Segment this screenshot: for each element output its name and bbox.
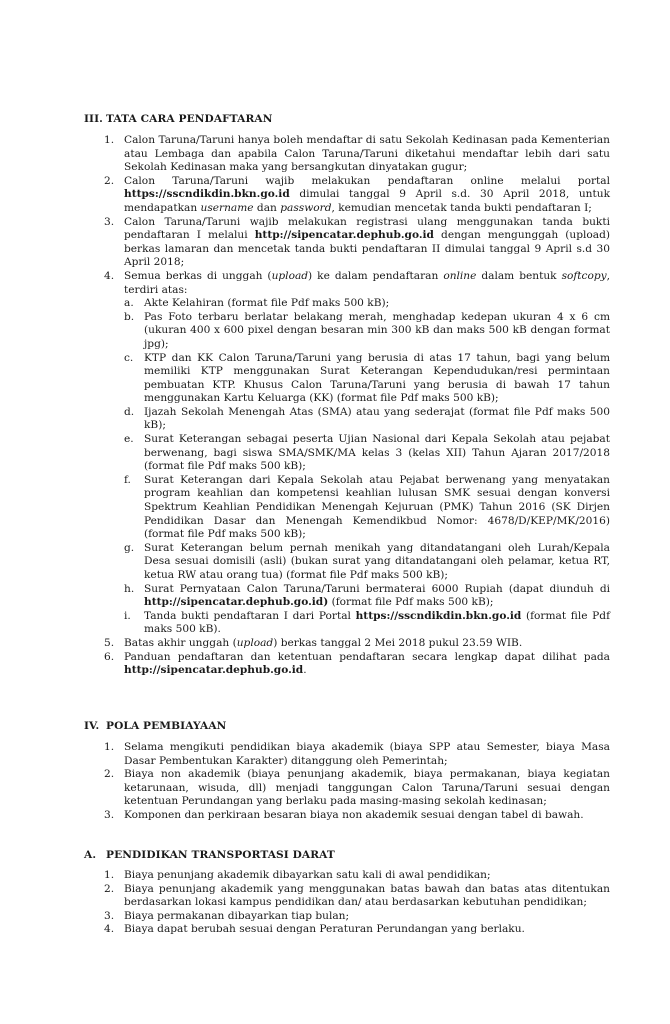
section-heading-a [84,849,335,863]
item-number: 1. [104,134,115,146]
sub-list-item [124,352,610,406]
item-text: Biaya penunjang akademik dibayarkan satu kali di awal pendidikan; [124,869,491,881]
sub-item-letter: f. [124,473,131,486]
sub-list-item [124,406,610,433]
portal-link[interactable]: https://sscndikdin.bkn.go.id [355,609,522,622]
item-number: 2. [104,768,115,781]
sub-item-text: Surat Keterangan dari Kepala Sekolah atau Pejabat berwenang yang menyatakan program keahlian dan kompetensi keahlian lulusan SMK sesuai dengan konversi Spektrum Keahlian Pendidikan Menengah Kejuruan (PMK) Tahun 2016 (SK Dirjen Pendidikan Dasar dan Menengah Kemendikbud Nomor: 4678/D/KEP/MK/2016) (format file Pdf maks 500 kB); [144,473,610,541]
sipencatar-link[interactable]: http://sipencatar.dephub.go.id [254,229,434,242]
list-item [104,768,610,809]
list-item [104,883,610,910]
list-item [104,741,610,768]
sub-item-letter: b. [124,310,135,323]
item-number: 4. [104,269,115,282]
item-number: 3. [104,909,115,922]
item-text: Biaya non akademik (biaya penunjang akademik, biaya permakanan, biaya kegiatan ketarunaan, wisuda, dll) menjadi tanggungan Calon Taruna/Taruni sesuai dengan ketentuan Perundangan yang berlaku pada masing-masing sekolah kedinasan; [124,768,610,808]
item-text: Komponen dan perkiraan besaran biaya non akademik sesuai dengan tabel di bawah. [124,808,584,821]
item-text: Biaya dapat berubah sesuai dengan Peraturan Perundangan yang berlaku. [124,923,525,936]
item-number: 5. [104,636,115,649]
transport-education-list [104,869,610,937]
item-number: 6. [104,650,115,663]
section-number: III. [84,113,103,125]
section-number: IV. [84,720,100,732]
item-number: 3. [104,808,115,821]
list-item [104,651,610,678]
section-title: PENDIDIKAN TRANSPORTASI DARAT [106,849,335,861]
sub-list-item [124,583,610,610]
sub-item-text: Akte Kelahiran (format file Pdf maks 500 kB); [144,297,390,310]
list-item [104,910,610,924]
registration-list [104,134,610,678]
sub-item-text: Ijazah Sekolah Menengah Atas (SMA) atau yang sederajat (format file Pdf maks 500 kB); [144,405,610,432]
item-number: 3. [104,215,115,228]
document-list [124,297,610,637]
sub-item-text: Pas Foto terbaru berlatar belakang merah, menghadap kedepan ukuran 4 x 6 cm (ukuran 400 x 600 pixel dengan besaran min 300 kB dan maks 500 kB dengan format jpg); [144,310,610,350]
list-item [104,175,610,216]
sub-item-letter: i. [124,609,131,622]
item-text: Panduan pendaftaran dan ketentuan pendaftaran secara lengkap dapat dilihat pada http://sipencatar.dephub.go.id. [124,650,610,677]
sub-item-letter: a. [124,297,134,310]
item-number: 1. [104,869,115,881]
item-number: 4. [104,923,115,936]
section-number: A. [84,849,97,861]
financing-list [104,741,610,823]
sub-item-text: Tanda bukti pendaftaran I dari Portal https://sscndikdin.bkn.go.id (format file Pdf maks 500 kB). [144,609,610,636]
sub-item-letter: h. [124,582,135,595]
item-text: Semua berkas di unggah (upload) ke dalam pendaftaran online dalam bentuk softcopy, terdiri atas: [124,269,611,296]
list-item [104,134,610,175]
list-item [104,869,610,883]
item-number: 2. [104,882,115,895]
section-heading-4 [84,720,226,734]
sub-list-item [124,474,610,542]
list-item [104,270,610,637]
sub-item-text: Surat Keterangan belum pernah menikah yang ditandatangani oleh Lurah/Kepala Desa sesuai domisili (asli) (bukan surat yang ditandatangani oleh pelamar, ketua RT, ketua RW atau orang tua) (format file Pdf maks 500 kB); [144,541,610,581]
section-title: TATA CARA PENDAFTARAN [106,113,273,125]
item-text: Selama mengikuti pendidikan biaya akademik (biaya SPP atau Semester, biaya Masa Dasar Pembentukan Karakter) ditanggung oleh Pemerintah; [124,741,610,767]
item-text: Biaya penunjang akademik yang menggunakan batas bawah dan batas atas ditentukan berdasarkan lokasi kampus pendidikan dan/ atau berdasarkan kebutuhan pendidikan; [124,882,610,909]
sub-item-text: KTP dan KK Calon Taruna/Taruni yang berusia di atas 17 tahun, bagi yang belum memiliki KTP menggunakan Surat Keterangan Kependudukan/resi permintaan pembuatan KTP. Khusus Calon Taruna/Taruni yang berusia di bawah 17 tahun menggunakan Kartu Keluarga (KK) (format file Pdf maks 500 kB); [144,351,610,405]
list-item [104,923,610,937]
sipencatar-link[interactable]: http://sipencatar.dephub.go.id) [144,596,329,609]
sub-list-item [124,433,610,474]
list-item [104,216,610,270]
sub-list-item [124,610,610,637]
sub-item-letter: d. [124,405,135,418]
list-item [104,809,610,823]
portal-link[interactable]: https://sscndikdin.bkn.go.id [124,188,290,201]
sub-item-letter: e. [124,433,134,446]
item-text: Biaya permakanan dibayarkan tiap bulan; [124,909,350,922]
sub-item-text: Surat Keterangan sebagai peserta Ujian Nasional dari Kepala Sekolah atau pejabat berwenang, bagi siswa SMA/SMK/MA kelas 3 (kelas XII) Tahun Ajaran 2017/2018 (format file Pdf maks 500 kB); [144,433,610,473]
item-text: Batas akhir unggah (upload) berkas tanggal 2 Mei 2018 pukul 23.59 WIB. [124,636,523,649]
sub-item-text: Surat Pernyataan Calon Taruna/Taruni bermaterai 6000 Rupiah (dapat diunduh di http://sipencatar.dephub.go.id) (format file Pdf maks 500 kB); [144,582,610,609]
sub-list-item [124,297,610,311]
sub-item-letter: c. [124,351,134,364]
section-title: POLA PEMBIAYAAN [106,720,227,732]
item-number: 2. [104,174,115,187]
item-number: 1. [104,741,115,753]
list-item [104,637,610,651]
sipencatar-link[interactable]: http://sipencatar.dephub.go.id [124,664,304,677]
section-heading-3 [84,113,273,127]
sub-list-item [124,311,610,352]
item-text: Calon Taruna/Taruni wajib melakukan pendaftaran online melalui portal https://sscndikdin.bkn.go.id dimulai tanggal 9 April s.d. 30 April 2018, untuk mendapatkan username dan password, kemudian mencetak tanda bukti pendaftaran I; [124,174,610,214]
sub-list-item [124,542,610,583]
sub-item-letter: g. [124,541,135,554]
item-text: Calon Taruna/Taruni hanya boleh mendaftar di satu Sekolah Kedinasan pada Kementerian atau Lembaga dan apabila Calon Taruna/Taruni diketahui mendaftar lebih dari satu Sekolah Kedinasan maka yang bersangkutan dinyatakan gugur; [124,134,610,174]
item-text: Calon Taruna/Taruni wajib melakukan registrasi ulang menggunakan tanda bukti pendaftaran I melalui http://sipencatar.dephub.go.id dengan mengunggah (upload) berkas lamaran dan mencetak tanda bukti pendaftaran II dimulai tanggal 9 April s.d 30 April 2018; [124,215,610,269]
